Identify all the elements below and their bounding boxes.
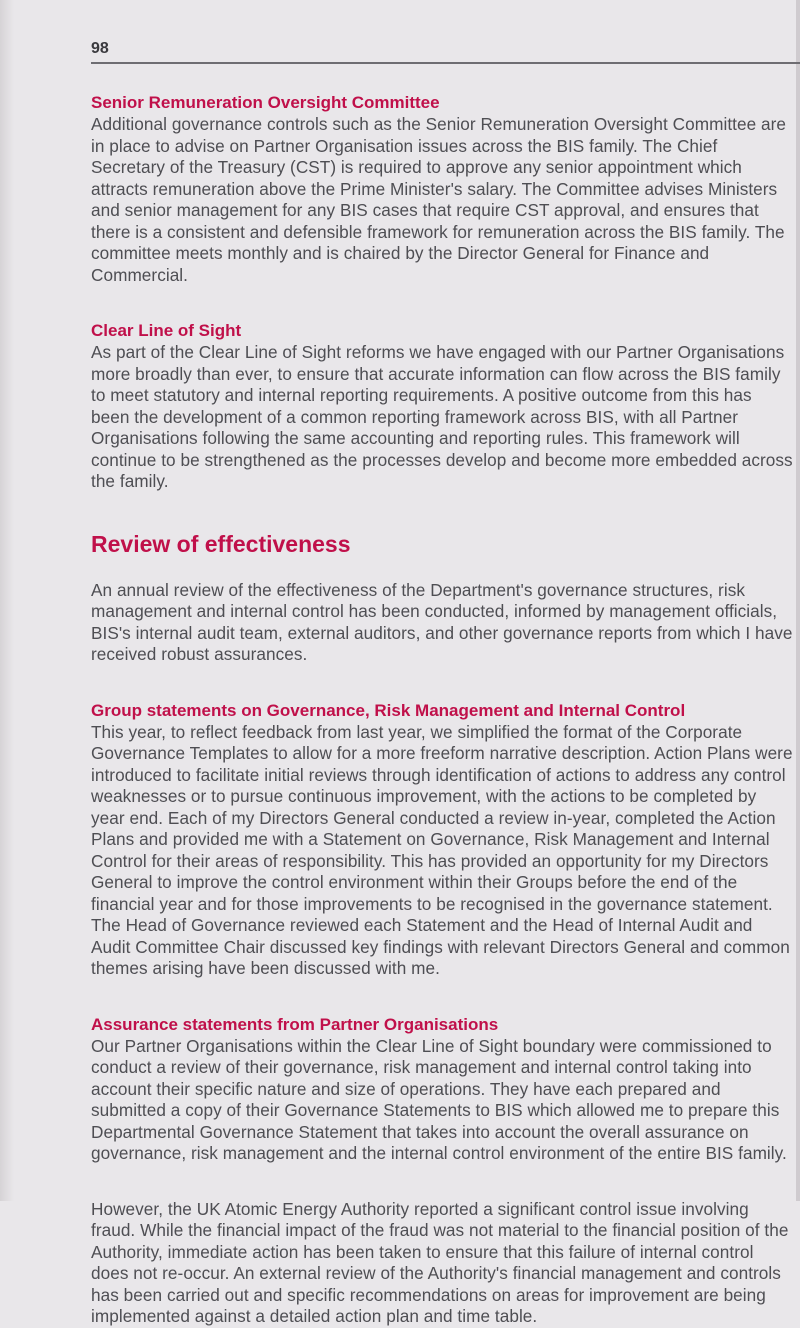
section-heading-assurance-statements: Assurance statements from Partner Organisations [91,1014,499,1034]
paragraph-clear-line-of-sight: As part of the Clear Line of Sight reforms we have engaged with our Partner Organisations more broadly than ever, to ensure that accurate information can flow across the BIS family to meet statutory and internal reporting requirements. A positive outcome from this has been the development of a common reporting framework across BIS, with all Partner Organisations following the same accounting and reporting rules. This framework will continue to be strengthened as the processes develop and become more embedded across the family. [91,342,793,491]
page-shadow [0,0,14,1201]
header-rule [91,62,800,64]
section-heading-senior-remuneration: Senior Remuneration Oversight Committee [91,93,440,112]
page-edge [796,0,800,1201]
paragraph-ukaea-fraud: However, the UK Atomic Energy Authority reported a significant control issue involving fraud. While the financial impact of the fraud was not material to the financial position of the Authority, immediate action has been taken to ensure that this failure of internal control does not re-occur. An external review of the Authority's financial management and controls has been carried out and specific recommendations on areas for improvement are being implemented against a detailed action plan and time table. [91,1198,789,1326]
major-heading-review-of-effectiveness: Review of effectiveness [91,530,351,557]
paragraph-group-statements: This year, to reflect feedback from last year, we simplified the format of the Corporate Governance Templates to allow for a more freeform narrative description. Action Plans were introduced to facilitate initial reviews through identification of actions to address any control weaknesses or to pursue continuous improvement, with the actions to be completed by year end. Each of my Directors General conducted a review in-year, completed the Action Plans and provided me with a Statement on Governance, Risk Management and Internal Control for their areas of responsibility. This has provided an opportunity for my Directors General to improve the control environment within their Groups before the end of the financial year and for those improvements to be recognised in the governance statement. The Head of Governance reviewed each Statement and the Head of Internal Audit and Audit Committee Chair discussed key findings with relevant Directors General and common themes arising have been discussed with me. [91,721,793,978]
paragraph-review-of-effectiveness: An annual review of the effectiveness of the Department's governance structures, risk management and internal control has been conducted, informed by management officials, BIS's internal audit team, external auditors, and other governance reports from which I have received robust assurances. [91,579,793,664]
section-heading-group-statements: Group statements on Governance, Risk Management and Internal Control [91,700,686,720]
page-number: 98 [91,40,109,57]
document-body [91,92,794,1328]
paragraph-senior-remuneration: Additional governance controls such as the Senior Remuneration Oversight Committee are in place to advise on Partner Organisation issues across the BIS family. The Chief Secretary of the Treasury (CST) is required to approve any senior appointment which attracts remuneration above the Prime Minister's salary. The Committee advises Ministers and senior management for any BIS cases that require CST approval, and ensures that there is a consistent and defensible framework for remuneration across the BIS family. The committee meets monthly and is chaired by the Director General for Finance and Commercial. [91,114,787,285]
paragraph-assurance-statements: Our Partner Organisations within the Clear Line of Sight boundary were commissioned to conduct a review of their governance, risk management and internal control taking into account their specific nature and size of operations. They have each prepared and submitted a copy of their Governance Statements to BIS which allowed me to prepare this Departmental Governance Statement that takes into account the overall assurance on governance, risk management and the internal control environment of the entire BIS family. [91,1035,787,1163]
section-heading-clear-line-of-sight: Clear Line of Sight [91,321,242,340]
